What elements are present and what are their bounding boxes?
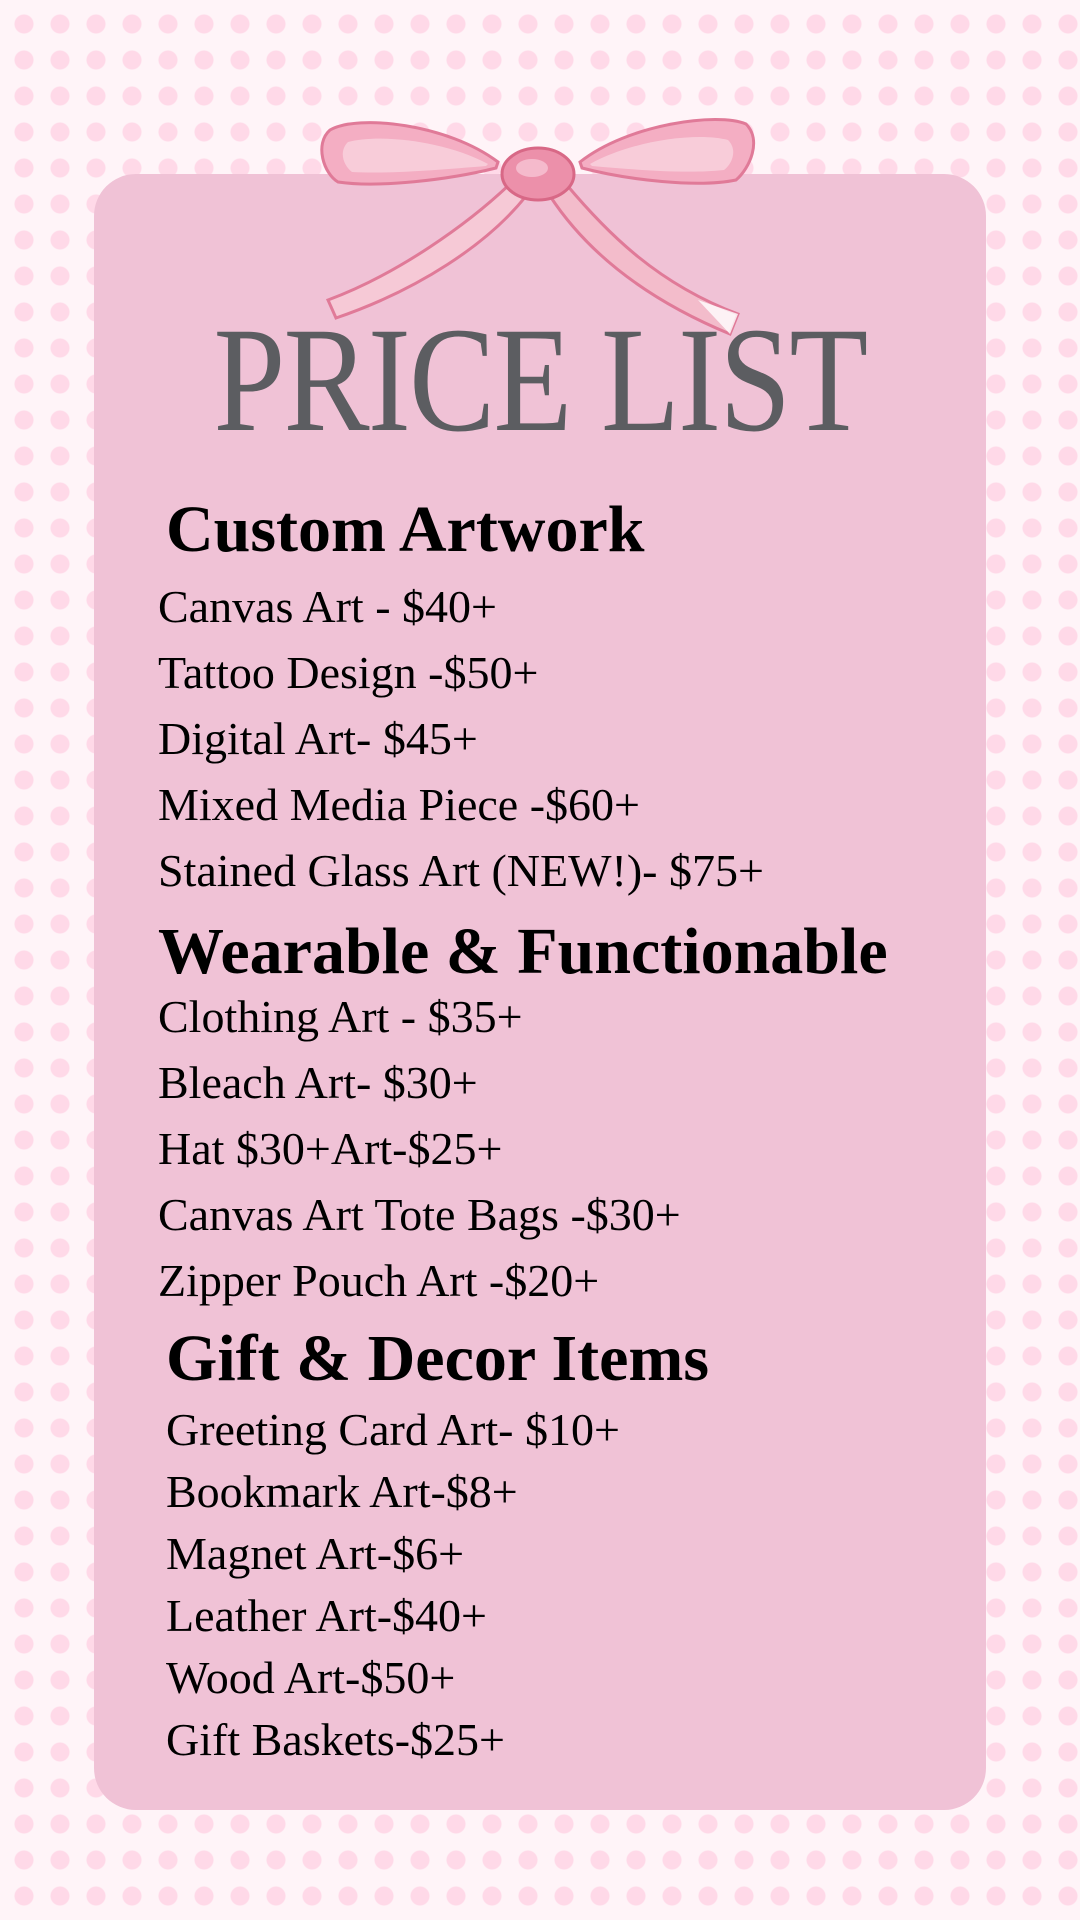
list-item: Zipper Pouch Art -$20+ [158,1255,600,1306]
list-item: Magnet Art-$6+ [166,1528,465,1579]
list-item: Bleach Art- $30+ [158,1057,478,1108]
list-item: Stained Glass Art (NEW!)- $75+ [158,845,764,896]
page-title: PRICE LIST [213,297,867,463]
list-item: Hat $30+Art-$25+ [158,1123,503,1174]
section-heading-gift-decor: Gift & Decor Items [166,1322,710,1395]
section-heading-wearable-functionable: Wearable & Functionable [158,915,888,988]
list-item: Bookmark Art-$8+ [166,1466,518,1517]
list-item: Canvas Art - $40+ [158,581,497,632]
list-item: Wood Art-$50+ [166,1652,456,1703]
section-heading-custom-artwork: Custom Artwork [166,493,645,566]
list-item: Gift Baskets-$25+ [166,1714,505,1765]
list-item: Digital Art- $45+ [158,713,478,764]
list-item: Tattoo Design -$50+ [158,647,539,698]
list-item: Greeting Card Art- $10+ [166,1404,620,1455]
list-item: Canvas Art Tote Bags -$30+ [158,1189,681,1240]
list-item: Mixed Media Piece -$60+ [158,779,640,830]
list-item: Leather Art-$40+ [166,1590,487,1641]
list-item: Clothing Art - $35+ [158,991,523,1042]
